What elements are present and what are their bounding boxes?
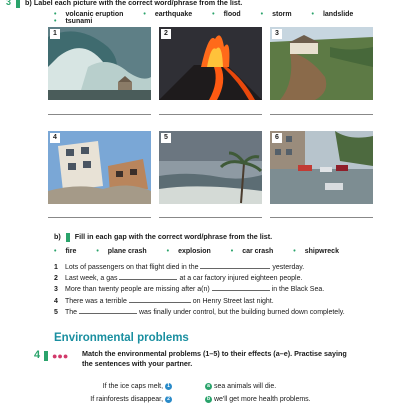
answer-line[interactable] bbox=[48, 114, 151, 115]
photo-number: 1 bbox=[50, 29, 60, 39]
sentence: 2 Last week, a gas at a car factory injured eighteen people. bbox=[54, 275, 303, 283]
gap-blank[interactable] bbox=[212, 284, 270, 291]
answer-line[interactable] bbox=[159, 114, 262, 115]
gap-exercise-header bbox=[54, 232, 272, 242]
exercise-number: 3 bbox=[6, 0, 12, 7]
effects-list bbox=[205, 380, 385, 406]
answer-line[interactable] bbox=[48, 217, 151, 218]
answer-line[interactable] bbox=[270, 217, 373, 218]
word-item: • car crash bbox=[230, 248, 274, 255]
word-item: • plane crash bbox=[96, 248, 147, 255]
word-item: • storm bbox=[260, 11, 292, 18]
gap-blank[interactable] bbox=[79, 307, 137, 314]
photo-flood bbox=[270, 131, 373, 204]
exercise-3-header bbox=[6, 0, 242, 8]
word-item: • volcanic eruption bbox=[54, 11, 124, 18]
part-label: b) bbox=[54, 232, 61, 241]
exercise-instruction: Match the environmental problems (1–5) to their effects (a–e). Practise saying bbox=[82, 349, 347, 358]
word-item: • fire bbox=[54, 248, 77, 255]
part-label: b) bbox=[25, 0, 32, 7]
word-item: • earthquake bbox=[143, 11, 193, 18]
photo-volcanic-eruption bbox=[159, 27, 262, 100]
answer-line[interactable] bbox=[159, 217, 262, 218]
exercise-number: 4 bbox=[34, 349, 41, 361]
pencil-icon bbox=[16, 0, 20, 8]
sentence: 1 Lots of passengers on that flight died in the yesterday. bbox=[54, 264, 305, 271]
sentence: 3 More than twenty people are missing after a(n) in the Black Sea. bbox=[54, 286, 325, 294]
exercise-instruction-cont: the sentences with your partner. bbox=[82, 359, 193, 368]
word-item: • tsunami bbox=[54, 18, 93, 25]
photo-number: 3 bbox=[272, 29, 282, 39]
word-item: • flood bbox=[212, 11, 241, 18]
word-item: • shipwreck bbox=[293, 248, 339, 255]
photo-landslide bbox=[270, 27, 373, 100]
sentence: 4 There was a terrible on Henry Street last night. bbox=[54, 297, 274, 305]
photo-earthquake bbox=[48, 131, 151, 204]
sentence: 5 The was finally under control, but the building burned down completely. bbox=[54, 308, 345, 316]
word-item: • explosion bbox=[166, 248, 211, 255]
gap-blank[interactable] bbox=[129, 296, 191, 303]
photo-number: 6 bbox=[272, 133, 282, 143]
gap-blank[interactable] bbox=[119, 273, 177, 280]
effect-item: a sea animals will die. bbox=[205, 380, 385, 393]
problem-item: If the ice caps melt, 1 bbox=[60, 380, 172, 393]
section-title: Environmental problems bbox=[54, 332, 189, 344]
exercise-instruction: Label each picture with the correct word/phrase from the list. bbox=[33, 0, 243, 7]
photo-number: 5 bbox=[161, 133, 171, 143]
answer-line[interactable] bbox=[270, 114, 373, 115]
photo-storm bbox=[159, 131, 262, 204]
word-list bbox=[54, 11, 400, 25]
photo-number: 2 bbox=[161, 29, 171, 39]
exercise-4-header bbox=[34, 349, 394, 369]
pencil-icon bbox=[66, 233, 70, 242]
word-list bbox=[54, 248, 357, 255]
photo-number: 4 bbox=[50, 133, 60, 143]
effect-item: b we'll get more health problems. bbox=[206, 395, 311, 403]
pair-work-icon: ●●● bbox=[52, 351, 69, 361]
exercise-instruction: Fill in each gap with the correct word/phrase from the list. bbox=[74, 232, 273, 241]
word-item: • landslide bbox=[311, 11, 354, 18]
problem-item: If rainforests disappear, 2 bbox=[60, 393, 172, 406]
problems-list bbox=[60, 380, 172, 406]
sentence-list bbox=[54, 262, 394, 318]
gap-blank[interactable] bbox=[200, 262, 270, 269]
pencil-icon bbox=[44, 351, 48, 361]
photo-tsunami bbox=[48, 27, 151, 100]
